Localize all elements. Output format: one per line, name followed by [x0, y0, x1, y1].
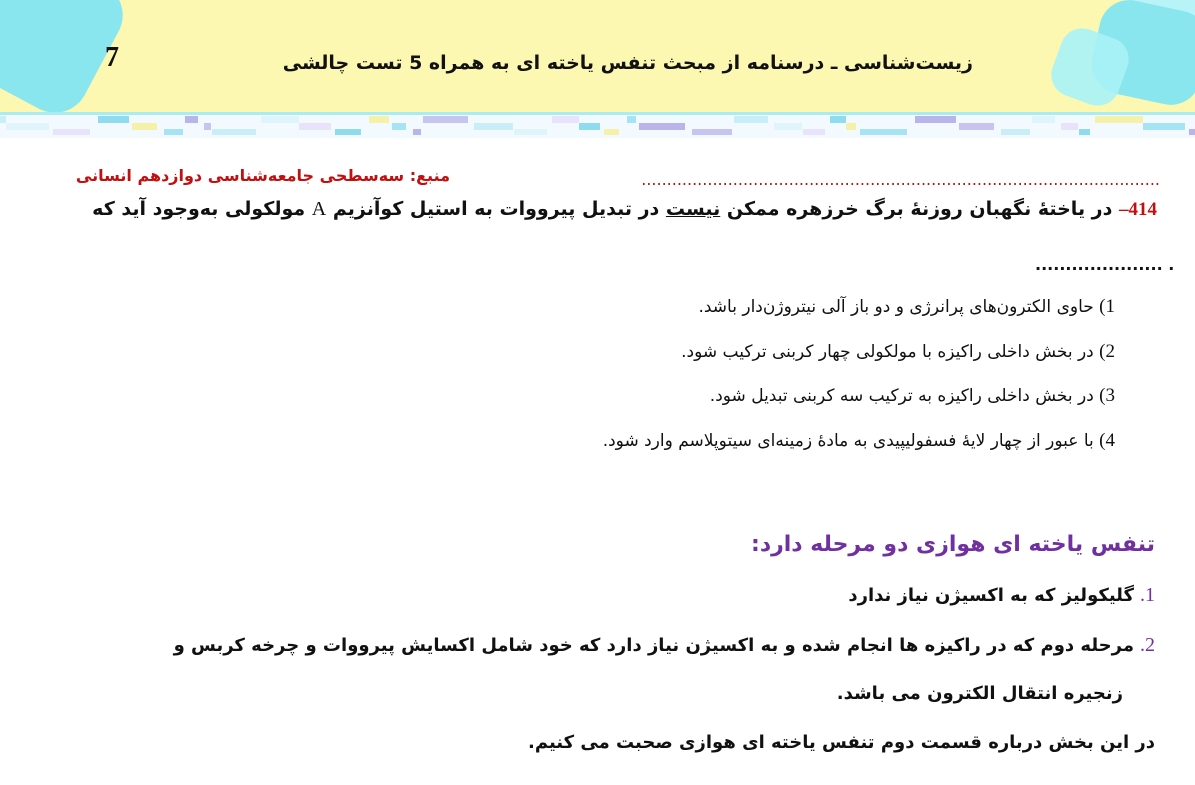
stripe-segment — [423, 116, 468, 123]
stripe-segment — [98, 116, 129, 123]
question-number: 414 — [1128, 199, 1157, 220]
answer-option-3[interactable]: 3) در بخش داخلی راکیزه به ترکیب سه کربنی تبدیل شود. — [709, 385, 1115, 406]
stripe-segment — [164, 129, 183, 135]
question-dash: – — [1119, 199, 1129, 220]
source-label: منبع: سه‌سطحی جامعه‌شناسی دوازدهم انسانی — [75, 166, 450, 185]
stripe-segment — [1032, 116, 1055, 123]
stripe-segment — [204, 123, 211, 130]
stripe-segment — [212, 129, 256, 135]
stripe-segment — [1079, 129, 1090, 135]
answer-option-4[interactable]: 4) با عبور از چهار لایهٔ فسفولیپیدی به مادهٔ زمینه‌ای سیتوپلاسم وارد شود. — [602, 430, 1115, 451]
stripe-segment — [1143, 123, 1185, 130]
stripe-segment — [299, 123, 331, 130]
stripe-segment — [959, 123, 994, 130]
page-header — [0, 0, 1195, 118]
stripe-segment — [1095, 116, 1143, 123]
stripe-segment — [860, 129, 907, 135]
stripe-segment — [803, 129, 825, 135]
list-item-continuation: زنجیره انتقال الکترون می باشد. — [836, 683, 1123, 704]
source-dotted-leader: ...................................................................................................... — [641, 170, 1160, 189]
negation-word: نیست — [665, 198, 721, 220]
stripe-segment — [185, 116, 198, 123]
decorative-stripe-band — [0, 112, 1195, 138]
stripe-segment — [846, 123, 856, 130]
stripe-line — [0, 112, 1195, 115]
list-item: 2.مرحله دوم که در راکیزه ها انجام شده و به اکسیژن نیاز دارد که خود شامل اکسایش پیرووات و چرخه کربس و — [173, 634, 1155, 656]
list-item: 1.گلیکولیز که به اکسیژن نیاز ندارد — [848, 584, 1155, 606]
stripe-segment — [261, 116, 299, 123]
stripe-segment — [734, 116, 768, 123]
section-heading: تنفس یاخته ای هوازی دو مرحله دارد: — [751, 532, 1155, 557]
stripe-segment — [392, 123, 406, 130]
answer-option-2[interactable]: 2) در بخش داخلی راکیزه با مولکولی چهار کربنی ترکیب شود. — [681, 341, 1115, 362]
stripe-segment — [692, 129, 732, 135]
stripe-segment — [774, 123, 802, 130]
page-number: 7 — [105, 42, 119, 73]
header-title: زیست‌شناسی ـ درسنامه از مبحث تنفس یاخته ای به همراه 5 تست چالشی — [282, 52, 973, 74]
stripe-segment — [474, 123, 513, 130]
answer-option-1[interactable]: 1) حاوی الکترون‌های پرانرژی و دو باز آلی نیتروژن‌دار باشد. — [698, 296, 1115, 317]
stripe-segment — [830, 116, 846, 123]
stripe-segment — [915, 116, 956, 123]
stripe-segment — [6, 123, 49, 130]
stripe-segment — [413, 129, 421, 135]
stripe-segment — [639, 123, 685, 130]
stripe-segment — [53, 129, 90, 135]
stripe-segment — [579, 123, 600, 130]
stripe-segment — [1061, 123, 1078, 130]
stripe-segment — [132, 123, 157, 130]
stripe-segment — [1001, 129, 1030, 135]
stripe-segment — [552, 116, 579, 123]
stripe-segment — [1189, 129, 1195, 135]
stripe-segment — [604, 129, 619, 135]
stripe-segment — [627, 116, 636, 123]
stripe-segment — [369, 116, 389, 123]
closing-paragraph: در این بخش درباره قسمت دوم تنفس یاخته ای هوازی صحبت می کنیم. — [527, 732, 1155, 753]
question-blank: ..................... . — [1035, 255, 1175, 274]
stripe-segment — [335, 129, 361, 135]
stripe-segment — [514, 129, 547, 135]
stripe-segment — [0, 116, 6, 123]
question-stem: 414– در یاختهٔ نگهبان روزنهٔ برگ خرزهره ممکن نیست در تبدیل پیرووات به استیل کوآنزیم A مولکولی به‌وجود آید که — [92, 198, 1157, 220]
